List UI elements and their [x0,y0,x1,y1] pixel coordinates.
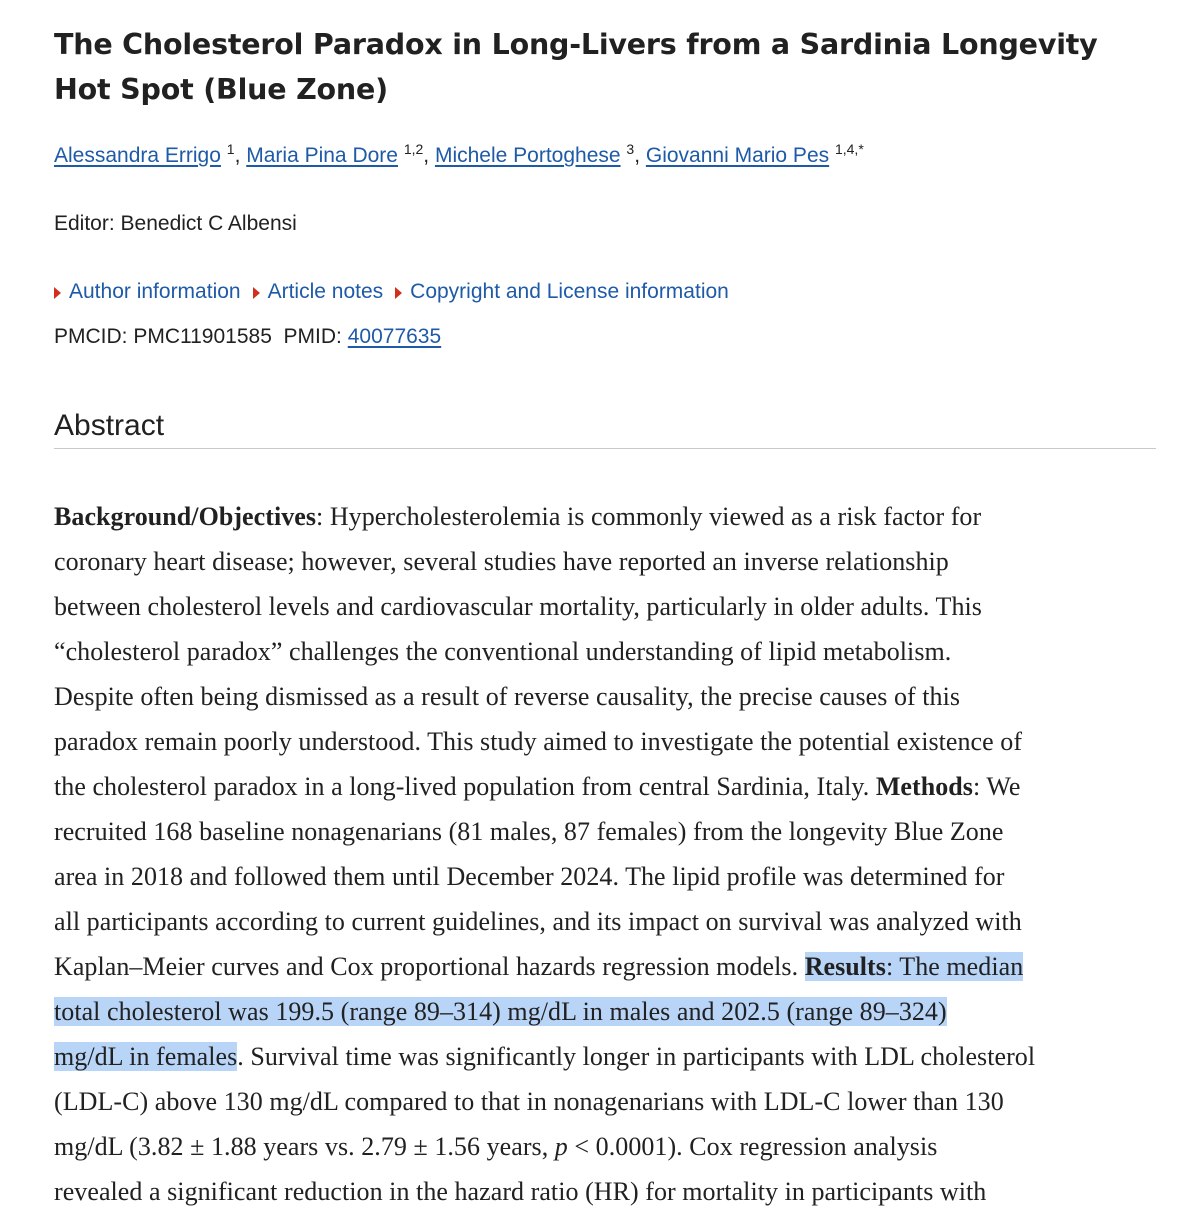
results-label: Results [804,952,886,981]
abstract-line: Despite often being dismissed as a result of reverse causality, the precise causes of this [54,682,961,711]
abstract-line: between cholesterol levels and cardiovascular mortality, particularly in older adults. This [54,592,982,621]
p-value-symbol: p [554,1132,568,1161]
abstract-line: area in 2018 and followed them until December 2024. The lipid profile was determined for [54,862,1005,891]
text-selection-highlight[interactable]: total cholesterol was 199.5 (range 89–314) mg/dL in males and 202.5 (range 89–324) [54,997,947,1026]
pmid-link[interactable]: 40077635 [347,325,442,348]
abstract-text-run: : We [972,772,1021,801]
author-information-toggle[interactable] [54,276,241,308]
abstract-line: all participants according to current guidelines, and its impact on survival was analyzed with [54,907,1022,936]
article-identifiers [54,321,441,353]
author-affiliation: 1,2 [403,141,424,157]
methods-label: Methods [875,772,973,801]
copyright-license-label: Copyright and License information [410,280,729,303]
abstract-line: “cholesterol paradox” challenges the conventional understanding of lipid metabolism. [54,637,952,666]
abstract-heading: Abstract [54,409,165,442]
expand-triangle-icon [54,287,61,299]
abstract-text-run: : Hypercholesterolemia is commonly viewed as a risk factor for [316,502,982,531]
abstract-text-run: < 0.0001). Cox regression analysis [567,1132,938,1161]
abstract-text-run: Kaplan–Meier curves and Cox proportional hazards regression models. [54,952,805,981]
article-title: The Cholesterol Paradox in Long-Livers from a Sardinia Longevity Hot Spot (Blue Zone) [54,28,1098,106]
abstract-line [54,494,1156,539]
author-link-pes[interactable]: Giovanni Mario Pes [645,144,830,167]
expand-triangle-icon [395,287,402,299]
abstract-text-run: : The median [885,952,1024,981]
article-notes-toggle[interactable] [253,276,384,308]
copyright-license-toggle[interactable] [395,276,729,308]
text-selection-highlight[interactable] [805,952,1024,981]
abstract-text-run: the cholesterol paradox in a long-lived population from central Sardinia, Italy. [54,772,876,801]
abstract-line: coronary heart disease; however, several studies have reported an inverse relationship [54,547,949,576]
pmid-label: PMID: [283,325,342,348]
abstract-line: revealed a significant reduction in the hazard ratio (HR) for mortality in participants with [54,1177,987,1206]
author-information-label: Author information [69,280,241,303]
abstract-text-run: mg/dL (3.82 ± 1.88 years vs. 2.79 ± 1.56 years, [54,1132,555,1161]
abstract-line: (LDL-C) above 130 mg/dL compared to that in nonagenarians with LDL-C lower than 130 [54,1087,1004,1116]
abstract-line [54,944,1156,989]
article-info-links [54,276,729,308]
abstract-text-run: . Survival time was significantly longer in participants with LDL cholesterol [237,1042,1036,1071]
author-link-dore[interactable]: Maria Pina Dore [246,144,398,167]
abstract-line [54,989,1156,1034]
abstract-line [54,764,1156,809]
author-affiliation: 3 [626,141,635,157]
section-divider [54,448,1156,449]
author-list: Alessandra Errigo $^1$, Maria Pina Dore $^{1,2}$, Michele Portoghese $^3$, Giovanni Mario Pes $^{1,4,*}$ [54,141,864,167]
article-notes-label: Article notes [267,280,384,303]
abstract-line [54,1034,1156,1079]
background-objectives-label: Background/Objectives [54,502,317,531]
author-affiliation: 1,4,* [834,141,864,157]
abstract-line: paradox remain poorly understood. This study aimed to investigate the potential existence of [54,727,1023,756]
abstract-text [54,494,1156,1214]
author-link-errigo[interactable]: Alessandra Errigo [54,144,221,167]
expand-triangle-icon [253,287,260,299]
author-affiliation: 1 [226,141,235,157]
abstract-line [54,1124,1156,1169]
pmcid: PMCID: PMC11901585 [54,325,272,348]
text-selection-highlight[interactable]: mg/dL in females [54,1042,238,1071]
abstract-line: recruited 168 baseline nonagenarians (81 males, 87 females) from the longevity Blue Zone [54,817,1004,846]
editor-line: Editor: Benedict C Albensi [54,212,297,235]
author-link-portoghese[interactable]: Michele Portoghese [434,144,621,167]
